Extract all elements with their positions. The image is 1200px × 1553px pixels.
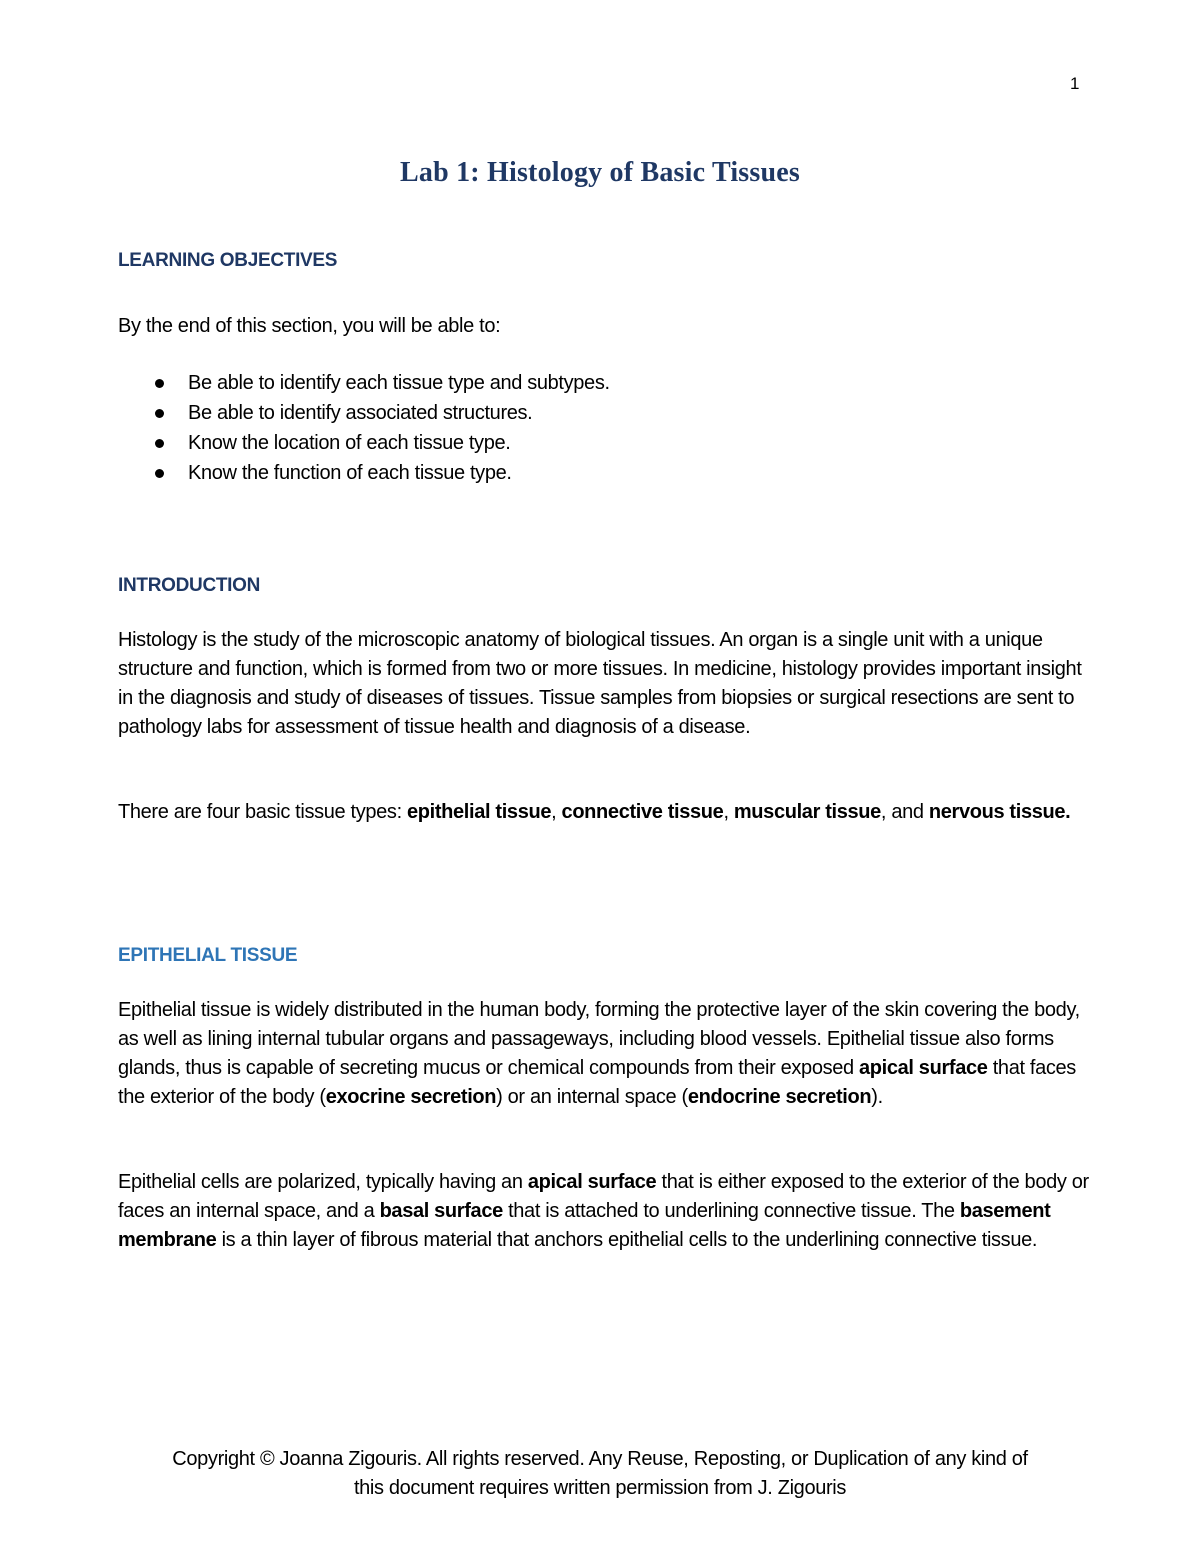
footer-line-2: this document requires written permission from J. Zigouris bbox=[353, 1477, 847, 1499]
bullet-icon bbox=[155, 439, 164, 448]
term-exocrine-secretion: exocrine secretion bbox=[325, 1086, 497, 1108]
bullet-icon bbox=[155, 409, 164, 418]
list-item: Know the location of each tissue type. bbox=[118, 428, 610, 458]
term-endocrine-secretion: endocrine secretion bbox=[687, 1086, 872, 1108]
objectives-list bbox=[118, 368, 610, 488]
term-apical-surface: apical surface bbox=[527, 1171, 657, 1193]
introduction-paragraph-1: Histology is the study of the microscopic anatomy of biological tissues. An organ is a single unit with a unique structure and function, which is formed from two or more tissues. In medicine, histology provides important insight in the diagnosis and study of diseases of tissues. Tissue samples from biopsies or surgical resections are sent to pathology labs for assessment of tissue health and diagnosis of a disease. bbox=[118, 629, 1082, 738]
introduction-paragraph-2: There are four basic tissue types: epithelial tissue, connective tissue, muscular tissue, and nervous tissue. bbox=[118, 801, 1071, 823]
bullet-icon bbox=[155, 469, 164, 478]
list-item: Be able to identify each tissue type and subtypes. bbox=[118, 368, 610, 398]
document-title: Lab 1: Histology of Basic Tissues bbox=[400, 157, 800, 188]
footer-line-1: Copyright © Joanna Zigouris. All rights reserved. Any Reuse, Reposting, or Duplication of any kind of bbox=[172, 1448, 1028, 1470]
introduction-heading: INTRODUCTION bbox=[118, 575, 261, 596]
page-number: 1 bbox=[1070, 74, 1080, 93]
list-item: Know the function of each tissue type. bbox=[118, 458, 610, 488]
term-basal-surface: basal surface bbox=[379, 1200, 503, 1222]
epithelial-paragraph-2: Epithelial cells are polarized, typically having an apical surface that is either exposed to the exterior of the body or faces an internal space, and a basal surface that is attached to underlining connective tissue. The basement membrane is a thin layer of fibrous material that anchors epithelial cells to the underlining connective tissue. bbox=[118, 1171, 1089, 1251]
term-muscular-tissue: muscular tissue bbox=[733, 801, 881, 823]
term-apical-surface: apical surface bbox=[859, 1057, 988, 1079]
term-basement-membrane: basement membrane bbox=[118, 1200, 1051, 1251]
term-epithelial-tissue: epithelial tissue bbox=[407, 801, 552, 823]
epithelial-paragraph-1: Epithelial tissue is widely distributed in the human body, forming the protective layer of the skin covering the body, as well as lining internal tubular organs and passageways, including blood vessels. Epithelial tissue also forms glands, thus is capable of secreting mucus or chemical compounds from their exposed apical surface that faces the exterior of the body (exocrine secretion) or an internal space (endocrine secretion). bbox=[118, 999, 1080, 1108]
term-connective-tissue: connective tissue bbox=[561, 801, 724, 823]
list-item: Be able to identify associated structures. bbox=[118, 398, 610, 428]
objectives-intro: By the end of this section, you will be able to: bbox=[118, 315, 501, 337]
epithelial-tissue-heading: EPITHELIAL TISSUE bbox=[118, 945, 298, 966]
bullet-icon bbox=[155, 379, 164, 388]
learning-objectives-heading: LEARNING OBJECTIVES bbox=[118, 250, 338, 271]
term-nervous-tissue: nervous tissue bbox=[928, 801, 1066, 823]
copyright-footer bbox=[0, 1445, 1200, 1503]
